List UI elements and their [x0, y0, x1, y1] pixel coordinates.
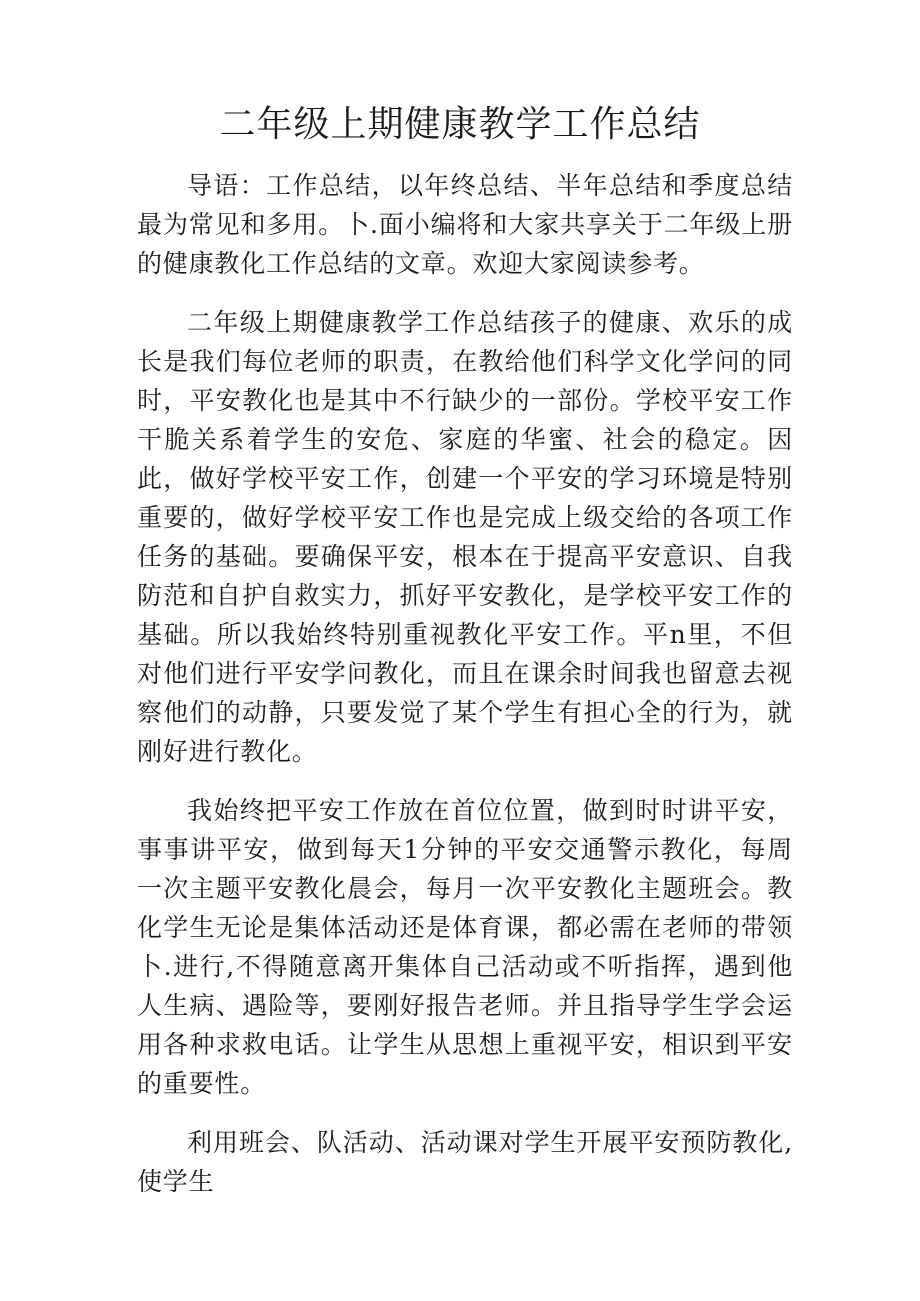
paragraph-safety-practice: 我始终把平安工作放在首位位置，做到时时讲平安，事事讲平安，做到每天1分钟的平安交通警示教化，每周一次主题平安教化晨会，每月一次平安教化主题班会。教化学生无论是集体活动还是体育课，都必需在老师的带领卜.进行,不得随意离开集体自己活动或不听指挥，遇到他人生病、遇险等，要刚好报告老师。并且指导学生学会运用各种求救电话。让学生从思想上重视平安，相识到平安的重要性。	[137, 796, 793, 1098]
paragraph-prevention-education: 利用班会、队活动、活动课对学生开展平安预防教化,使学生	[137, 1128, 793, 1196]
document-title: 二年级上期健康教学工作总结	[219, 104, 701, 145]
document-body	[137, 166, 793, 1221]
paragraph-safety-responsibility: 二年级上期健康教学工作总结孩子的健康、欢乐的成长是我们每位老师的职责，在教给他们科学文化学问的同时，平安教化也是其中不行缺少的一部份。学校平安工作干脆关系着学生的安危、家庭的华蜜、社会的稳定。因此，做好学校平安工作，创建一个平安的学习环境是特别重要的，做好学校平安工作也是完成上级交给的各项工作任务的基础。要确保平安，根本在于提高平安意识、自我防范和自护自救实力，抓好平安教化，是学校平安工作的基础。所以我始终特别重视教化平安工作。平n里，不但对他们进行平安学问教化，而且在课余时间我也留意去视察他们的动静，只要发觉了某个学生有担心全的行为，就刚好进行教化。	[137, 308, 793, 766]
paragraph-intro: 导语：工作总结，以年终总结、半年总结和季度总结最为常见和多用。卜.面小编将和大家共享关于二年级上册的健康教化工作总结的文章。欢迎大家阅读参考。	[137, 171, 793, 278]
